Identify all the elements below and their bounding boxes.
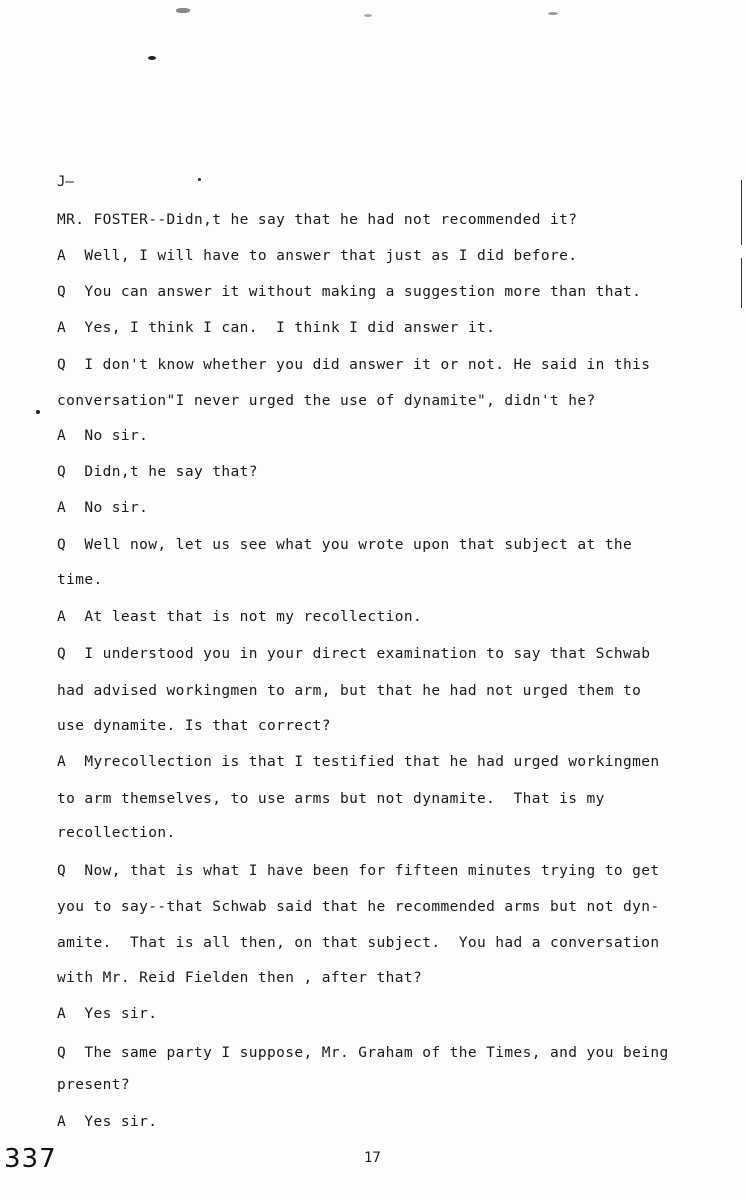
transcript-line: present?	[57, 1077, 131, 1093]
transcript-line: Q You can answer it without making a suggestion more than that.	[57, 284, 642, 300]
page-number: 17	[364, 1150, 381, 1166]
transcript-line: Q Well now, let us see what you wrote upon that subject at the	[57, 537, 633, 553]
transcript-line: you to say--that Schwab said that he recommended arms but not dyn-	[57, 899, 660, 915]
scan-speck	[548, 12, 558, 15]
transcript-line: Q Now, that is what I have been for fifteen minutes trying to get	[57, 863, 660, 879]
transcript-line: A No sir.	[57, 428, 149, 444]
exhibit-number: 337	[4, 1144, 57, 1174]
transcript-line: MR. FOSTER--Didn,t he say that he had not recommended it?	[57, 212, 578, 228]
transcript-line: had advised workingmen to arm, but that he had not urged them to	[57, 683, 642, 699]
transcript-line: A Well, I will have to answer that just as I did before.	[57, 248, 578, 264]
transcript-line: conversation"I never urged the use of dynamite", didn't he?	[57, 393, 596, 409]
scan-speck	[364, 14, 372, 17]
transcript-line: A Yes, I think I can. I think I did answer it.	[57, 320, 496, 336]
transcript-line: A Yes sir.	[57, 1006, 158, 1022]
transcript-line: Q Didn,t he say that?	[57, 464, 258, 480]
page-edge-line	[741, 180, 742, 245]
scan-speck	[198, 178, 201, 181]
page-edge-line	[741, 258, 742, 308]
header-mark: J—	[57, 174, 74, 190]
scan-speck	[176, 8, 190, 13]
transcript-line: with Mr. Reid Fielden then , after that?	[57, 970, 423, 986]
transcript-line: Q I understood you in your direct examination to say that Schwab	[57, 646, 651, 662]
transcript-line: Q I don't know whether you did answer it or not. He said in this	[57, 357, 651, 373]
scan-speck	[36, 410, 40, 414]
transcript-line: use dynamite. Is that correct?	[57, 718, 331, 734]
transcript-line: recollection.	[57, 825, 176, 841]
transcript-line: time.	[57, 572, 103, 588]
transcript-line: A Myrecollection is that I testified that he had urged workingmen	[57, 754, 660, 770]
transcript-line: amite. That is all then, on that subject. You had a conversation	[57, 935, 660, 951]
transcript-line: Q The same party I suppose, Mr. Graham of the Times, and you being	[57, 1045, 669, 1061]
transcript-line: A No sir.	[57, 500, 149, 516]
transcript-line: to arm themselves, to use arms but not dynamite. That is my	[57, 791, 605, 807]
transcript-line: A Yes sir.	[57, 1114, 158, 1130]
scan-speck	[148, 56, 156, 60]
transcript-line: A At least that is not my recollection.	[57, 609, 423, 625]
